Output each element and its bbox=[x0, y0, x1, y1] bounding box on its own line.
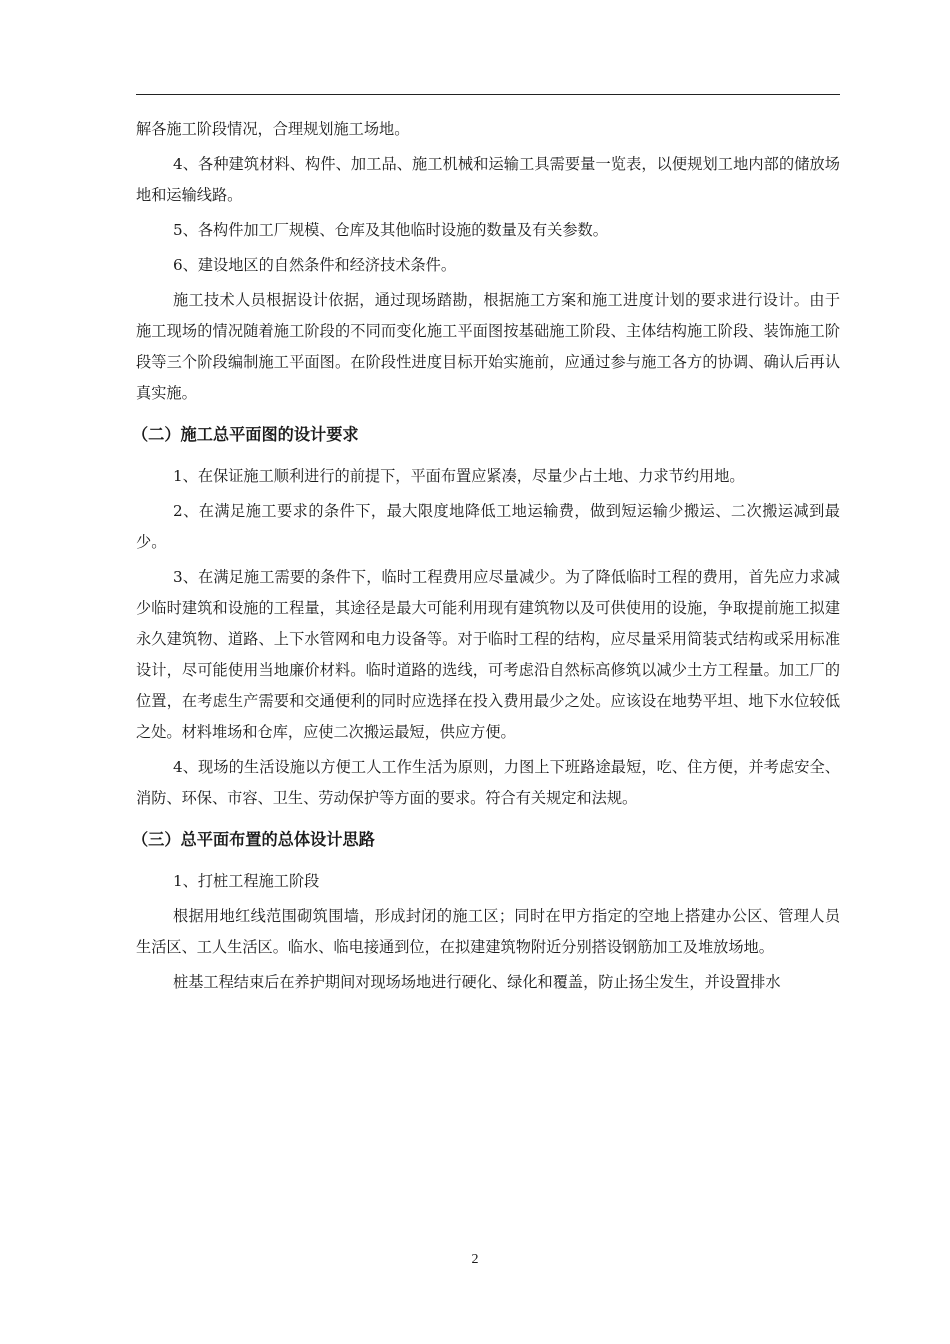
paragraph-stage-1-body: 根据用地红线范围砌筑围墙，形成封闭的施工区；同时在甲方指定的空地上搭建办公区、管理人员生活区、工人生活区。临水、临电接通到位，在拟建建筑物附近分别搭设钢筋加工及堆放场地。 bbox=[136, 907, 840, 956]
paragraph-req-3: 3、在满足施工需要的条件下，临时工程费用应尽量减少。为了降低临时工程的费用，首先应力求减少临时建筑和设施的工程量，其途径是最大可能利用现有建筑物以及可供使用的设施，争取提前施工拟建永久建筑物、道路、上下水管网和电力设备等。对于临时工程的结构，应尽量采用简装式结构或采用标准设计，尽可能使用当地廉价材料。临时道路的选线，可考虑沿自然标高修筑以减少土方工程量。加工厂的位置，在考虑生产需要和交通便利的同时应选择在投入费用最少之处。应该设在地势平坦、地下水位较低之处。材料堆场和仓库，应使二次搬运最短，供应方便。 bbox=[136, 568, 840, 741]
paragraph-stage-1-after: 桩基工程结束后在养护期间对现场场地进行硬化、绿化和覆盖，防止扬尘发生，并设置排水 bbox=[173, 973, 781, 991]
page-number: 2 bbox=[471, 1252, 479, 1267]
paragraph-item-5-facilities: 5、各构件加工厂规模、仓库及其他临时设施的数量及有关参数。 bbox=[173, 221, 608, 239]
paragraph-stage-1-title: 1、打桩工程施工阶段 bbox=[173, 872, 320, 890]
header-rule bbox=[136, 94, 840, 95]
paragraph: 解各施工阶段情况，合理规划施工场地。 bbox=[136, 120, 410, 138]
paragraph-req-1: 1、在保证施工顺利进行的前提下，平面布置应紧凑，尽量少占土地、力求节约用地。 bbox=[173, 467, 745, 485]
paragraph-req-2: 2、在满足施工要求的条件下，最大限度地降低工地运输费，做到短运输少搬运、二次搬运减到最少。 bbox=[136, 502, 840, 551]
paragraph-design-basis: 施工技术人员根据设计依据，通过现场踏勘，根据施工方案和施工进度计划的要求进行设计。由于施工现场的情况随着施工阶段的不同而变化施工平面图按基础施工阶段、主体结构施工阶段、装饰施工阶段等三个阶段编制施工平面图。在阶段性进度目标开始实施前，应通过参与施工各方的协调、确认后再认真实施。 bbox=[136, 291, 840, 402]
section-heading-design-requirements: （二）施工总平面图的设计要求 bbox=[132, 425, 359, 444]
paragraph-req-4: 4、现场的生活设施以方便工人工作生活为原则，力图上下班路途最短，吃、住方便，并考虑安全、消防、环保、市容、卫生、劳动保护等方面的要求。符合有关规定和法规。 bbox=[136, 758, 840, 807]
document-body bbox=[132, 114, 840, 998]
paragraph-item-4-materials: 4、各种建筑材料、构件、加工品、施工机械和运输工具需要量一览表，以便规划工地内部的储放场地和运输线路。 bbox=[136, 155, 840, 204]
paragraph-item-6-conditions: 6、建设地区的自然条件和经济技术条件。 bbox=[173, 256, 457, 274]
section-heading-layout-approach: （三）总平面布置的总体设计思路 bbox=[132, 830, 375, 849]
